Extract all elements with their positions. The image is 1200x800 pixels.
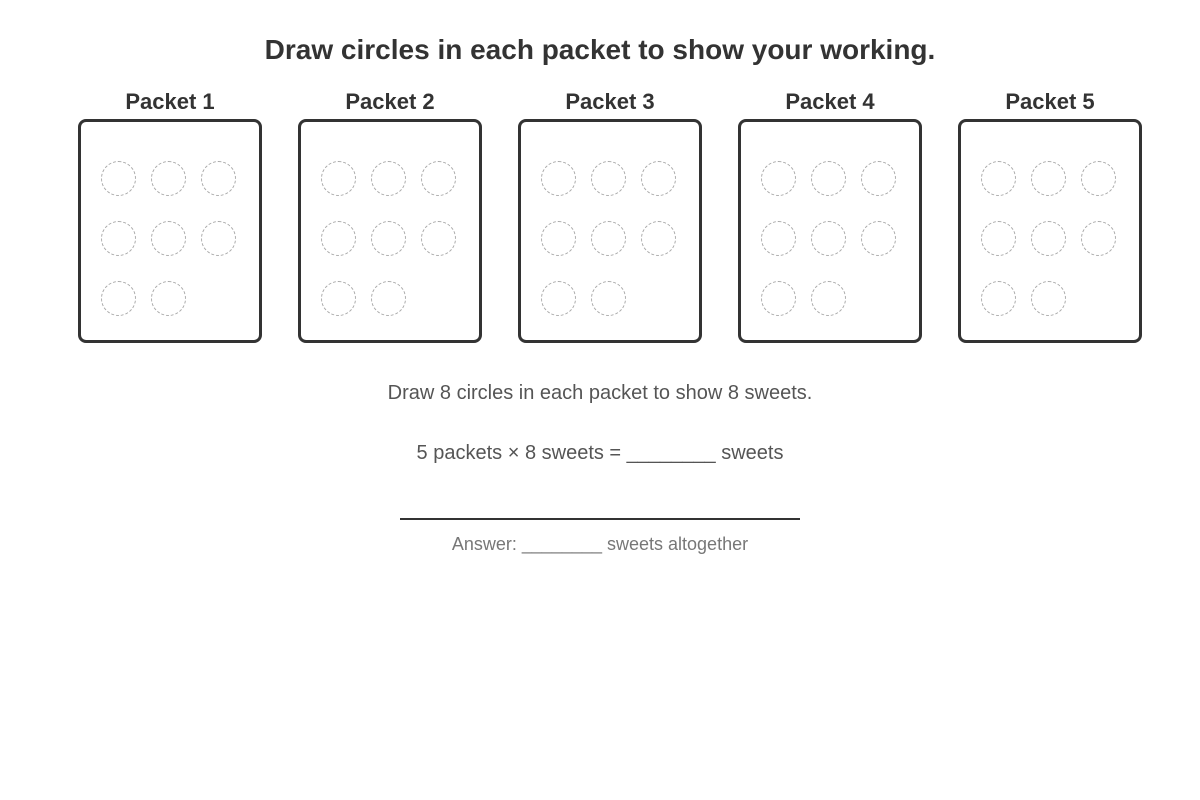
circle-placeholder bbox=[101, 221, 136, 256]
packet-2 bbox=[298, 88, 482, 343]
circle-placeholder bbox=[371, 161, 406, 196]
circle-placeholder bbox=[371, 281, 406, 316]
circle-placeholder bbox=[421, 161, 456, 196]
packet-box[interactable] bbox=[78, 119, 262, 343]
circle-placeholder bbox=[151, 221, 186, 256]
packet-label: Packet 3 bbox=[565, 89, 655, 114]
page-title: Draw circles in each packet to show your working. bbox=[264, 34, 936, 65]
circle-placeholder bbox=[101, 281, 136, 316]
circle-placeholder bbox=[151, 161, 186, 196]
circle-placeholder bbox=[421, 221, 456, 256]
packet-label: Packet 2 bbox=[345, 89, 435, 114]
circle-placeholder bbox=[811, 281, 846, 316]
packet-label: Packet 1 bbox=[125, 89, 215, 114]
circle-placeholder bbox=[981, 221, 1016, 256]
circle-placeholder bbox=[861, 161, 896, 196]
circle-placeholder bbox=[1081, 221, 1116, 256]
answer-text: Answer: ________ sweets altogether bbox=[451, 534, 749, 554]
circle-placeholder bbox=[1031, 221, 1066, 256]
equation-text: 5 packets × 8 sweets = ________ sweets bbox=[416, 442, 784, 464]
circle-placeholder bbox=[1031, 161, 1066, 196]
packet-3 bbox=[518, 88, 702, 343]
circle-placeholder bbox=[761, 281, 796, 316]
circle-placeholder bbox=[541, 221, 576, 256]
circle-placeholder bbox=[981, 281, 1016, 316]
packet-label: Packet 4 bbox=[785, 89, 875, 114]
circle-placeholder bbox=[321, 221, 356, 256]
circle-placeholder bbox=[641, 221, 676, 256]
circle-placeholder bbox=[761, 221, 796, 256]
circle-placeholder bbox=[591, 281, 626, 316]
packet-label: Packet 5 bbox=[1005, 89, 1095, 114]
packet-5 bbox=[958, 88, 1142, 343]
circle-placeholder bbox=[811, 161, 846, 196]
packet-box[interactable] bbox=[298, 119, 482, 343]
circle-placeholder bbox=[861, 221, 896, 256]
circle-placeholder bbox=[981, 161, 1016, 196]
packet-box[interactable] bbox=[738, 119, 922, 343]
circle-placeholder bbox=[1031, 281, 1066, 316]
packet-box[interactable] bbox=[958, 119, 1142, 343]
circle-placeholder bbox=[151, 281, 186, 316]
circle-placeholder bbox=[1081, 161, 1116, 196]
circle-placeholder bbox=[761, 161, 796, 196]
circle-placeholder bbox=[641, 161, 676, 196]
circle-placeholder bbox=[541, 161, 576, 196]
instruction-text: Draw 8 circles in each packet to show 8 sweets. bbox=[387, 382, 813, 404]
circle-placeholder bbox=[541, 281, 576, 316]
circle-placeholder bbox=[371, 221, 406, 256]
circle-placeholder bbox=[591, 161, 626, 196]
answer-line[interactable] bbox=[400, 518, 800, 520]
circle-placeholder bbox=[811, 221, 846, 256]
packet-box[interactable] bbox=[518, 119, 702, 343]
circle-placeholder bbox=[591, 221, 626, 256]
circle-placeholder bbox=[321, 281, 356, 316]
circle-placeholder bbox=[321, 161, 356, 196]
packet-4 bbox=[738, 88, 922, 343]
circle-placeholder bbox=[101, 161, 136, 196]
circle-placeholder bbox=[201, 221, 236, 256]
packet-1 bbox=[78, 88, 262, 343]
circle-placeholder bbox=[201, 161, 236, 196]
